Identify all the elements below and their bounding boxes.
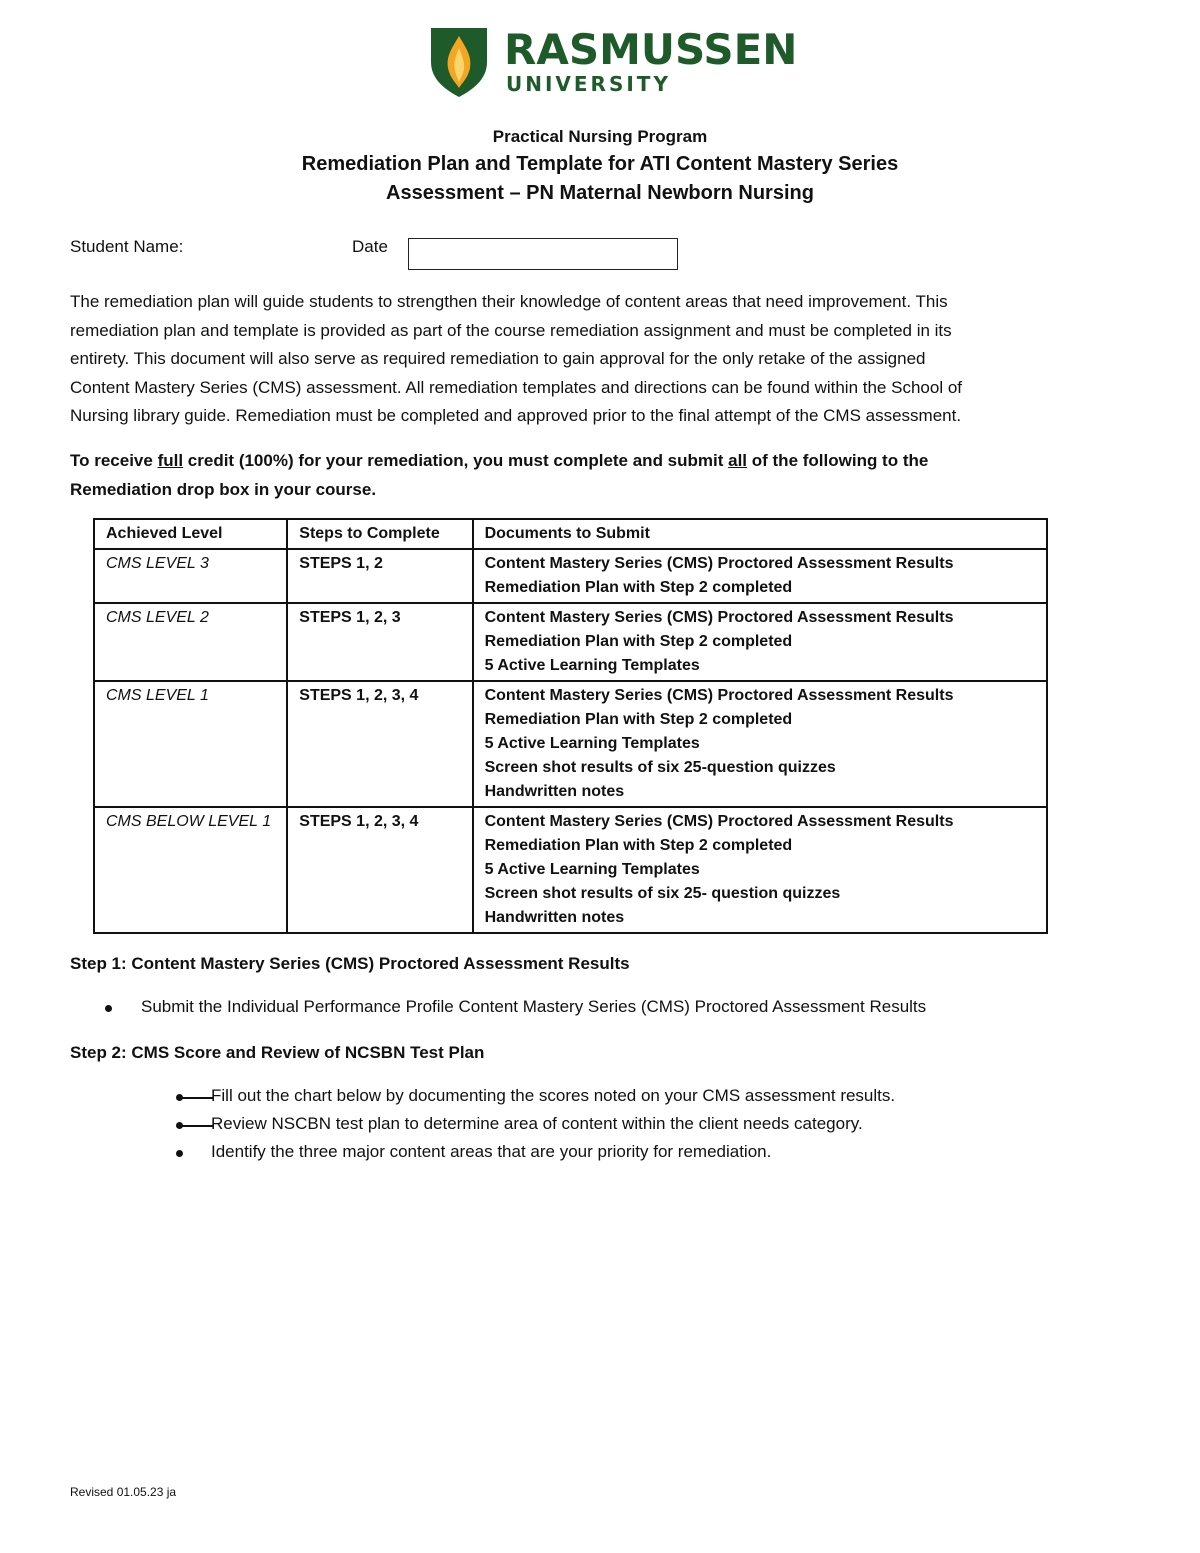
- requirements-table: [93, 518, 1048, 934]
- document-title-line-2: Assessment – PN Maternal Newborn Nursing: [386, 182, 814, 204]
- intro-line: entirety. This document will also serve as required remediation to gain approval for the only retake of the assigned: [70, 349, 926, 369]
- credit-full-emphasis: full: [157, 451, 184, 470]
- column-header-steps: Steps to Complete: [287, 519, 472, 549]
- document-item: Handwritten notes: [484, 783, 625, 800]
- document-title-line-1: Remediation Plan and Template for ATI Content Mastery Series: [301, 153, 899, 175]
- step-2-bullet: Identify the three major content areas that are your priority for remediation.: [211, 1142, 772, 1161]
- logo-subtitle: UNIVERSITY: [506, 72, 671, 96]
- document-item: Content Mastery Series (CMS) Proctored Assessment Results: [484, 555, 954, 572]
- intro-line: remediation plan and template is provided as part of the course remediation assignment and must be completed in its: [70, 320, 952, 340]
- level-cell: CMS LEVEL 1: [94, 681, 287, 807]
- tab-leader-line: [180, 1125, 214, 1127]
- table-header-row: [94, 519, 1047, 549]
- date-field[interactable]: [408, 238, 678, 270]
- credit-text: To receive: [70, 451, 158, 470]
- credit-line-2: Remediation drop box in your course.: [70, 479, 377, 499]
- document-item: Content Mastery Series (CMS) Proctored Assessment Results: [484, 687, 954, 704]
- documents-cell: [473, 807, 1047, 933]
- column-header-achieved-level: Achieved Level: [94, 519, 287, 549]
- revision-note: Revised 01.05.23 ja: [70, 1485, 177, 1499]
- intro-line: Nursing library guide. Remediation must be completed and approved prior to the final attempt of the CMS assessment.: [70, 406, 962, 426]
- table-row: [94, 807, 1047, 933]
- steps-cell: STEPS 1, 2, 3, 4: [287, 807, 472, 933]
- bullet-icon: [176, 1150, 183, 1157]
- step-1-heading: Step 1: Content Mastery Series (CMS) Proctored Assessment Results: [70, 954, 630, 973]
- column-header-documents: Documents to Submit: [473, 519, 1047, 549]
- documents-cell: [473, 681, 1047, 807]
- documents-cell: [473, 549, 1047, 603]
- table-row: [94, 681, 1047, 807]
- university-logo: [428, 25, 798, 102]
- document-item: Remediation Plan with Step 2 completed: [484, 633, 793, 650]
- table-row: [94, 549, 1047, 603]
- document-item: Screen shot results of six 25-question quizzes: [484, 759, 836, 776]
- step-2-heading: Step 2: CMS Score and Review of NCSBN Test Plan: [70, 1043, 485, 1062]
- credit-all-emphasis: all: [728, 451, 748, 470]
- document-item: Content Mastery Series (CMS) Proctored Assessment Results: [484, 813, 954, 830]
- shield-flame-icon: [428, 26, 490, 98]
- step-1-bullet: Submit the Individual Performance Profile Content Mastery Series (CMS) Proctored Assessment Results: [141, 997, 927, 1016]
- steps-cell: STEPS 1, 2, 3: [287, 603, 472, 681]
- document-item: 5 Active Learning Templates: [484, 861, 700, 878]
- document-item: 5 Active Learning Templates: [484, 735, 700, 752]
- level-cell: CMS LEVEL 2: [94, 603, 287, 681]
- document-item: Content Mastery Series (CMS) Proctored Assessment Results: [484, 609, 954, 626]
- level-cell: CMS LEVEL 3: [94, 549, 287, 603]
- level-cell: CMS BELOW LEVEL 1: [94, 807, 287, 933]
- document-item: Remediation Plan with Step 2 completed: [484, 711, 793, 728]
- program-name: Practical Nursing Program: [492, 127, 708, 146]
- bullet-icon: [105, 1005, 112, 1012]
- intro-paragraph: [70, 288, 1140, 431]
- logo-wordmark: RASMUSSEN: [504, 25, 798, 74]
- document-item: Remediation Plan with Step 2 completed: [484, 837, 793, 854]
- documents-cell: [473, 603, 1047, 681]
- credit-statement: [70, 447, 1140, 504]
- document-item: Screen shot results of six 25- question quizzes: [484, 885, 841, 902]
- date-label: Date: [352, 237, 388, 256]
- intro-line: The remediation plan will guide students to strengthen their knowledge of content areas that need improvement. This: [70, 292, 948, 311]
- student-name-label: Student Name:: [70, 237, 184, 256]
- steps-cell: STEPS 1, 2: [287, 549, 472, 603]
- table-row: [94, 603, 1047, 681]
- document-item: 5 Active Learning Templates: [484, 657, 700, 674]
- step-2-bullet: Review NSCBN test plan to determine area of content within the client needs category.: [211, 1114, 863, 1133]
- document-item: Remediation Plan with Step 2 completed: [484, 579, 793, 596]
- steps-cell: STEPS 1, 2, 3, 4: [287, 681, 472, 807]
- document-item: Handwritten notes: [484, 909, 625, 926]
- intro-line: Content Mastery Series (CMS) assessment. All remediation templates and directions can be found within the School of: [70, 377, 962, 397]
- step-2-bullet: Fill out the chart below by documenting the scores noted on your CMS assessment results.: [211, 1086, 896, 1105]
- credit-text: of the following to the: [747, 451, 929, 470]
- credit-line-1: [70, 447, 1140, 476]
- tab-leader-line: [180, 1097, 214, 1099]
- credit-text: credit (100%) for your remediation, you must complete and submit: [183, 451, 729, 470]
